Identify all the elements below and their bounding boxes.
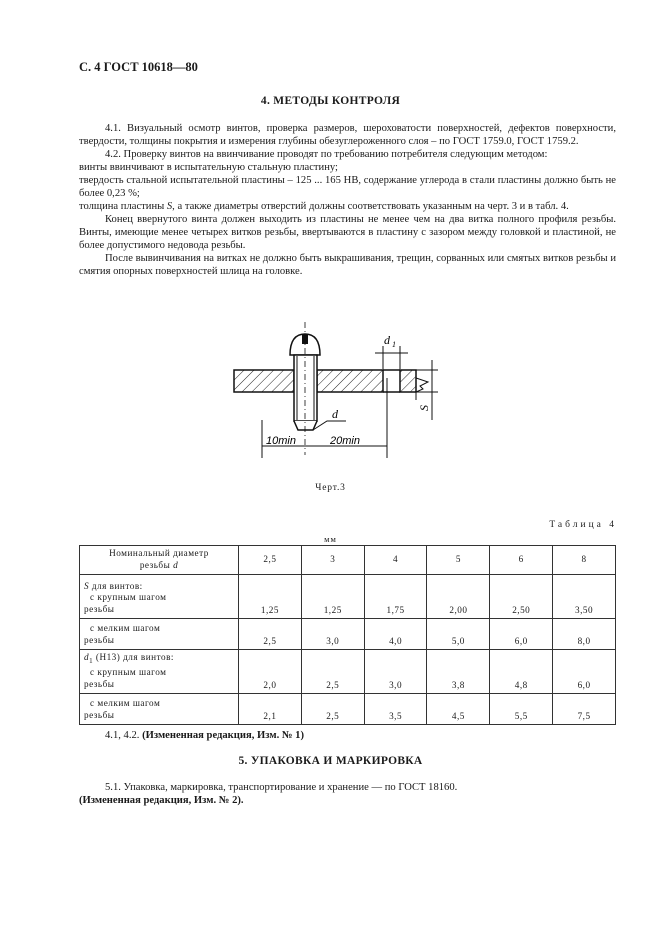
table-cell: 2,5 [239,619,302,650]
table-cell: 3,50 [553,575,616,619]
d1-label: d [384,333,390,347]
table-cell: 4,8 [490,650,553,694]
table-cell: 3,5 [364,694,427,725]
table-cell: 1,25 [239,575,302,619]
table-cell: 2,5 [301,650,364,694]
table-cell: 3,0 [301,619,364,650]
column-header: 3 [301,546,364,575]
table-cell: 2,00 [427,575,490,619]
table-cell: 3,8 [427,650,490,694]
table-cell: 1,75 [364,575,427,619]
paragraph-4-1: 4.1. Визуальный осмотр винтов, проверка размеров, шероховатости поверхностей, дефектов поверхности, твердости, толщины покрытия и измерения глубины обезуглероженного слоя – по ГОСТ 1759.0, ГОСТ 1759.2. [79,123,616,147]
paragraph-4-2-item-5: После вывинчивания на витках не должно быть выкрашивания, трещин, сорванных или смятых витков резьбы и смятия опорных поверхностей шлица на головке. [79,253,616,277]
drawing-caption: Черт.3 [315,483,346,493]
table-cell: 6,0 [490,619,553,650]
table-caption: Таблица 4 [549,520,617,530]
d1-label-subscript: 1 [392,340,396,349]
paragraph-4-2-item-1: винты ввинчивают в испытательную стальную пластину; [79,162,338,173]
row-label: с мелким шагом резьбы [80,619,239,650]
dimension-d [313,407,346,430]
dimension-d1 [375,333,408,369]
table-row [80,575,616,619]
dimension-s [416,360,438,420]
table-cell: 5,5 [490,694,553,725]
table-cell: 6,0 [553,650,616,694]
table-cell: 5,0 [427,619,490,650]
table-4 [79,545,616,725]
table-header-row [80,546,616,575]
table-cell: 4,5 [427,694,490,725]
paragraph-4-2-item-2: твердость стальной испытательной пластины – 125 ... 165 НВ, содержание углерода в стали пластины должно быть не более 0,23 %; [79,175,616,199]
table-row [80,650,616,694]
row-label: с мелким шагом резьбы [80,694,239,725]
section-4-title: 4. МЕТОДЫ КОНТРОЛЯ [260,95,401,107]
section-5-text [79,781,616,807]
row-label: $d_1$ (Н13) для винтов: с крупным шагом резьбы [80,650,239,694]
row-label: S для винтов: с крупным шагом резьбы [80,575,239,619]
page-header: С. 4 ГОСТ 10618—80 [79,60,198,74]
table-cell: 2,0 [239,650,302,694]
header-label: Номинальный диаметр резьбы d [80,546,239,575]
column-header: 8 [553,546,616,575]
table-cell: 8,0 [553,619,616,650]
table-cell: 2,1 [239,694,302,725]
table-unit: мм [324,534,337,544]
table-cell: 2,5 [301,694,364,725]
column-header: 5 [427,546,490,575]
column-header: 2,5 [239,546,302,575]
table-cell: 1,25 [301,575,364,619]
column-header: 4 [364,546,427,575]
paragraph-5-1: 5.1. Упаковка, маркировка, транспортирование и хранение — по ГОСТ 18160. [105,782,458,793]
table-row [80,619,616,650]
paragraph-4-2: 4.2. Проверку винтов на ввинчивание проводят по требованию потребителя следующим методом: [105,149,548,160]
amendment-note-2: (Измененная редакция, Изм. № 2). [79,795,244,806]
d-label: d [332,407,338,421]
dim-20min: 20min [330,435,360,447]
paragraph-4-2-item-4: Конец ввернутого винта должен выходить из пластины не менее чем на два витка полного профиля резьбы. Винты, имеющие менее четырех витков резьбы, ввертываются в пластину с зазором между головкой и пластиной, не более допустимого недовода резьбы. [79,214,616,251]
table-cell: 2,50 [490,575,553,619]
paragraph-4-2-item-3: толщина пластины S, а также диаметры отверстий должны соответствовать указанным на черт. 3 и в табл. 4. [79,201,569,212]
section-5-title: 5. УПАКОВКА И МАРКИРОВКА [238,755,423,767]
test-plate [234,370,428,400]
s-label: S [417,405,431,411]
table-row [80,694,616,725]
amendment-note-1: 4.1, 4.2. (Измененная редакция, Изм. № 1) [105,730,304,741]
column-header: 6 [490,546,553,575]
table-cell: 7,5 [553,694,616,725]
table-cell: 4,0 [364,619,427,650]
table-cell: 3,0 [364,650,427,694]
dim-10min: 10min [266,435,296,447]
